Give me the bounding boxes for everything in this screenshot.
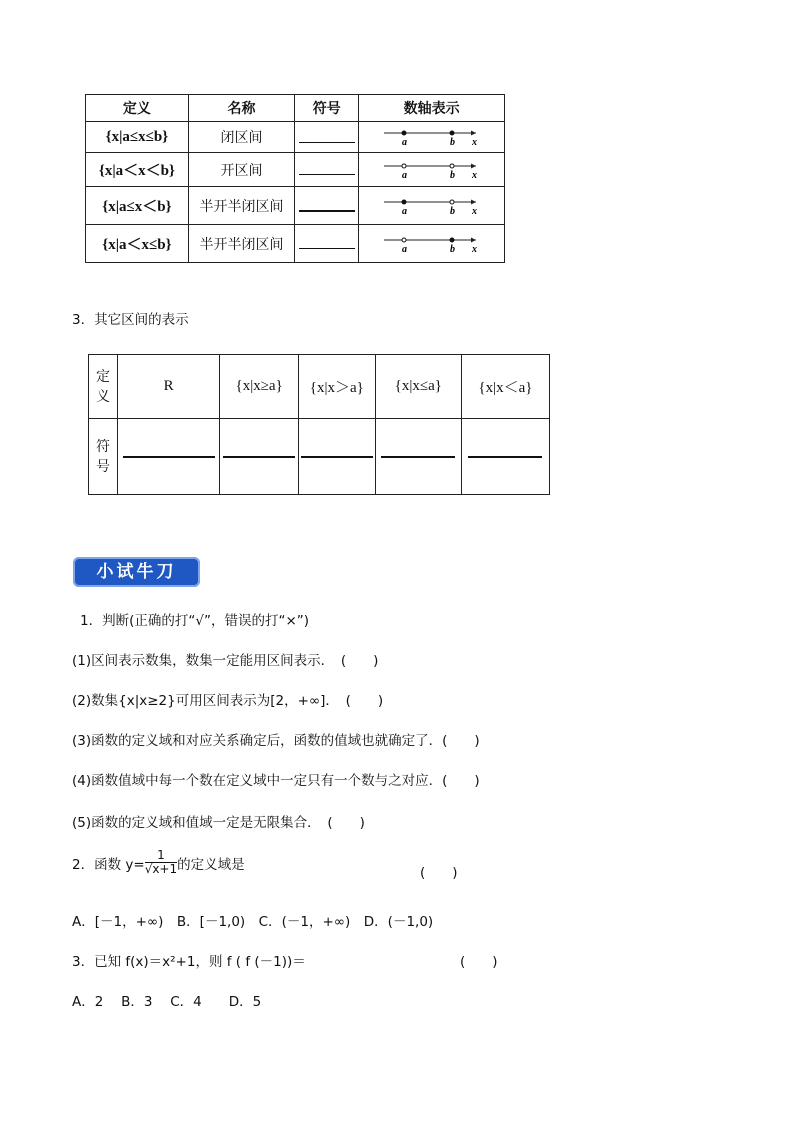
axis-label-x: x <box>471 205 477 216</box>
definition-row <box>89 355 550 419</box>
open-endpoint <box>450 200 454 204</box>
symbol-blank-0 <box>118 419 220 495</box>
question-2-suffix: 的定义域是 <box>177 856 245 873</box>
def-cell-4: {x|x＜a} <box>461 355 549 419</box>
interval-symbol-blank <box>295 153 359 187</box>
question-2-fraction <box>145 849 177 876</box>
interval-name: 半开半闭区间 <box>188 187 294 225</box>
interval-table-header <box>86 95 505 122</box>
question-1-item-3: (3)函数的定义域和对应关系确定后，函数的值域也就确定了．( ) <box>72 733 480 749</box>
interval-definition: {x|a＜x≤b} <box>86 225 189 263</box>
number-line-cell <box>359 187 505 225</box>
number-line-cell <box>359 225 505 263</box>
endpoint-label-b: b <box>449 243 455 254</box>
symbol-row <box>89 419 550 495</box>
def-cell-1: {x|x≥a} <box>220 355 299 419</box>
practice-badge: 小试牛刀 <box>73 557 200 587</box>
axis-label-x: x <box>471 169 477 180</box>
number-line <box>382 160 482 180</box>
endpoint-label-a: a <box>401 243 407 254</box>
number-line-cell <box>359 153 505 187</box>
answer-blank <box>299 196 355 212</box>
axis-arrow <box>471 237 476 242</box>
open-endpoint <box>450 164 454 168</box>
question-1-item-4: (4)函数值域中每一个数在定义域中一定只有一个数与之对应．( ) <box>72 773 480 789</box>
number-line <box>382 234 482 254</box>
interval-row <box>86 122 505 153</box>
question-3-options: A．2 B．3 C．4 D．5 <box>72 994 262 1010</box>
question-2-prefix: 2．函数 y= <box>72 856 145 873</box>
symbol-blank-3 <box>375 419 461 495</box>
fraction-numerator: 1 <box>145 849 177 863</box>
number-line <box>382 127 482 147</box>
answer-blank <box>299 160 355 175</box>
question-1-item-5: (5)函数的定义域和值域一定是无限集合． ( ) <box>72 815 365 831</box>
closed-endpoint <box>402 131 406 135</box>
axis-arrow <box>471 199 476 204</box>
question-1-item-2: (2)数集{x|x≥2}可用区间表示为[2，+∞]． ( ) <box>72 693 384 709</box>
symbol-label: 符 号 <box>89 419 118 495</box>
section-3-title: 3．其它区间的表示 <box>72 312 189 328</box>
definition-label: 定 义 <box>89 355 118 419</box>
closed-endpoint <box>402 200 406 204</box>
question-1-item-1: (1)区间表示数集，数集一定能用区间表示． ( ) <box>72 653 379 669</box>
question-1-title: 1．判断(正确的打“√”，错误的打“×”) <box>80 613 310 629</box>
interval-definition: {x|a≤x＜b} <box>86 187 189 225</box>
interval-definition: {x|a≤x≤b} <box>86 122 189 153</box>
number-line-cell <box>359 122 505 153</box>
interval-table <box>85 94 505 263</box>
question-2-answer-paren: ( ) <box>420 865 458 881</box>
header-symbol: 符号 <box>295 95 359 122</box>
question-2-options: A．[－1，+∞) B．[－1,0) C．(－1，+∞) D．(－1,0) <box>72 914 434 930</box>
symbol-blank-1 <box>220 419 299 495</box>
interval-name: 闭区间 <box>188 122 294 153</box>
closed-endpoint <box>450 131 454 135</box>
header-name: 名称 <box>188 95 294 122</box>
axis-label-x: x <box>471 243 477 254</box>
question-2 <box>72 849 245 876</box>
endpoint-label-b: b <box>449 205 455 216</box>
open-endpoint <box>402 164 406 168</box>
fraction-denominator: √x+1 <box>144 862 178 876</box>
interval-row <box>86 153 505 187</box>
interval-symbol-blank <box>295 122 359 153</box>
interval-symbol-blank <box>295 187 359 225</box>
question-3-answer-paren: ( ) <box>460 954 498 970</box>
endpoint-label-a: a <box>401 137 407 147</box>
interval-row <box>86 225 505 263</box>
symbol-blank-4 <box>461 419 549 495</box>
axis-label-x: x <box>471 137 477 147</box>
endpoint-label-b: b <box>449 169 455 180</box>
interval-symbol-blank <box>295 225 359 263</box>
header-definition: 定义 <box>86 95 189 122</box>
question-3: 3．已知 f(x)＝x²+1，则 f ( f (－1))＝ <box>72 954 306 970</box>
answer-blank <box>299 234 355 249</box>
def-cell-2: {x|x＞a} <box>298 355 375 419</box>
open-endpoint <box>402 238 406 242</box>
number-line <box>382 196 482 216</box>
interval-name: 半开半闭区间 <box>188 225 294 263</box>
endpoint-label-b: b <box>449 137 455 147</box>
interval-name: 开区间 <box>188 153 294 187</box>
axis-arrow <box>471 163 476 168</box>
answer-blank <box>299 128 355 143</box>
header-number-line: 数轴表示 <box>359 95 505 122</box>
def-cell-0: R <box>118 355 220 419</box>
axis-arrow <box>471 131 476 136</box>
endpoint-label-a: a <box>401 169 407 180</box>
closed-endpoint <box>450 238 454 242</box>
interval-definition: {x|a＜x＜b} <box>86 153 189 187</box>
def-cell-3: {x|x≤a} <box>375 355 461 419</box>
other-interval-table <box>88 354 550 495</box>
endpoint-label-a: a <box>401 205 407 216</box>
symbol-blank-2 <box>298 419 375 495</box>
interval-row <box>86 187 505 225</box>
